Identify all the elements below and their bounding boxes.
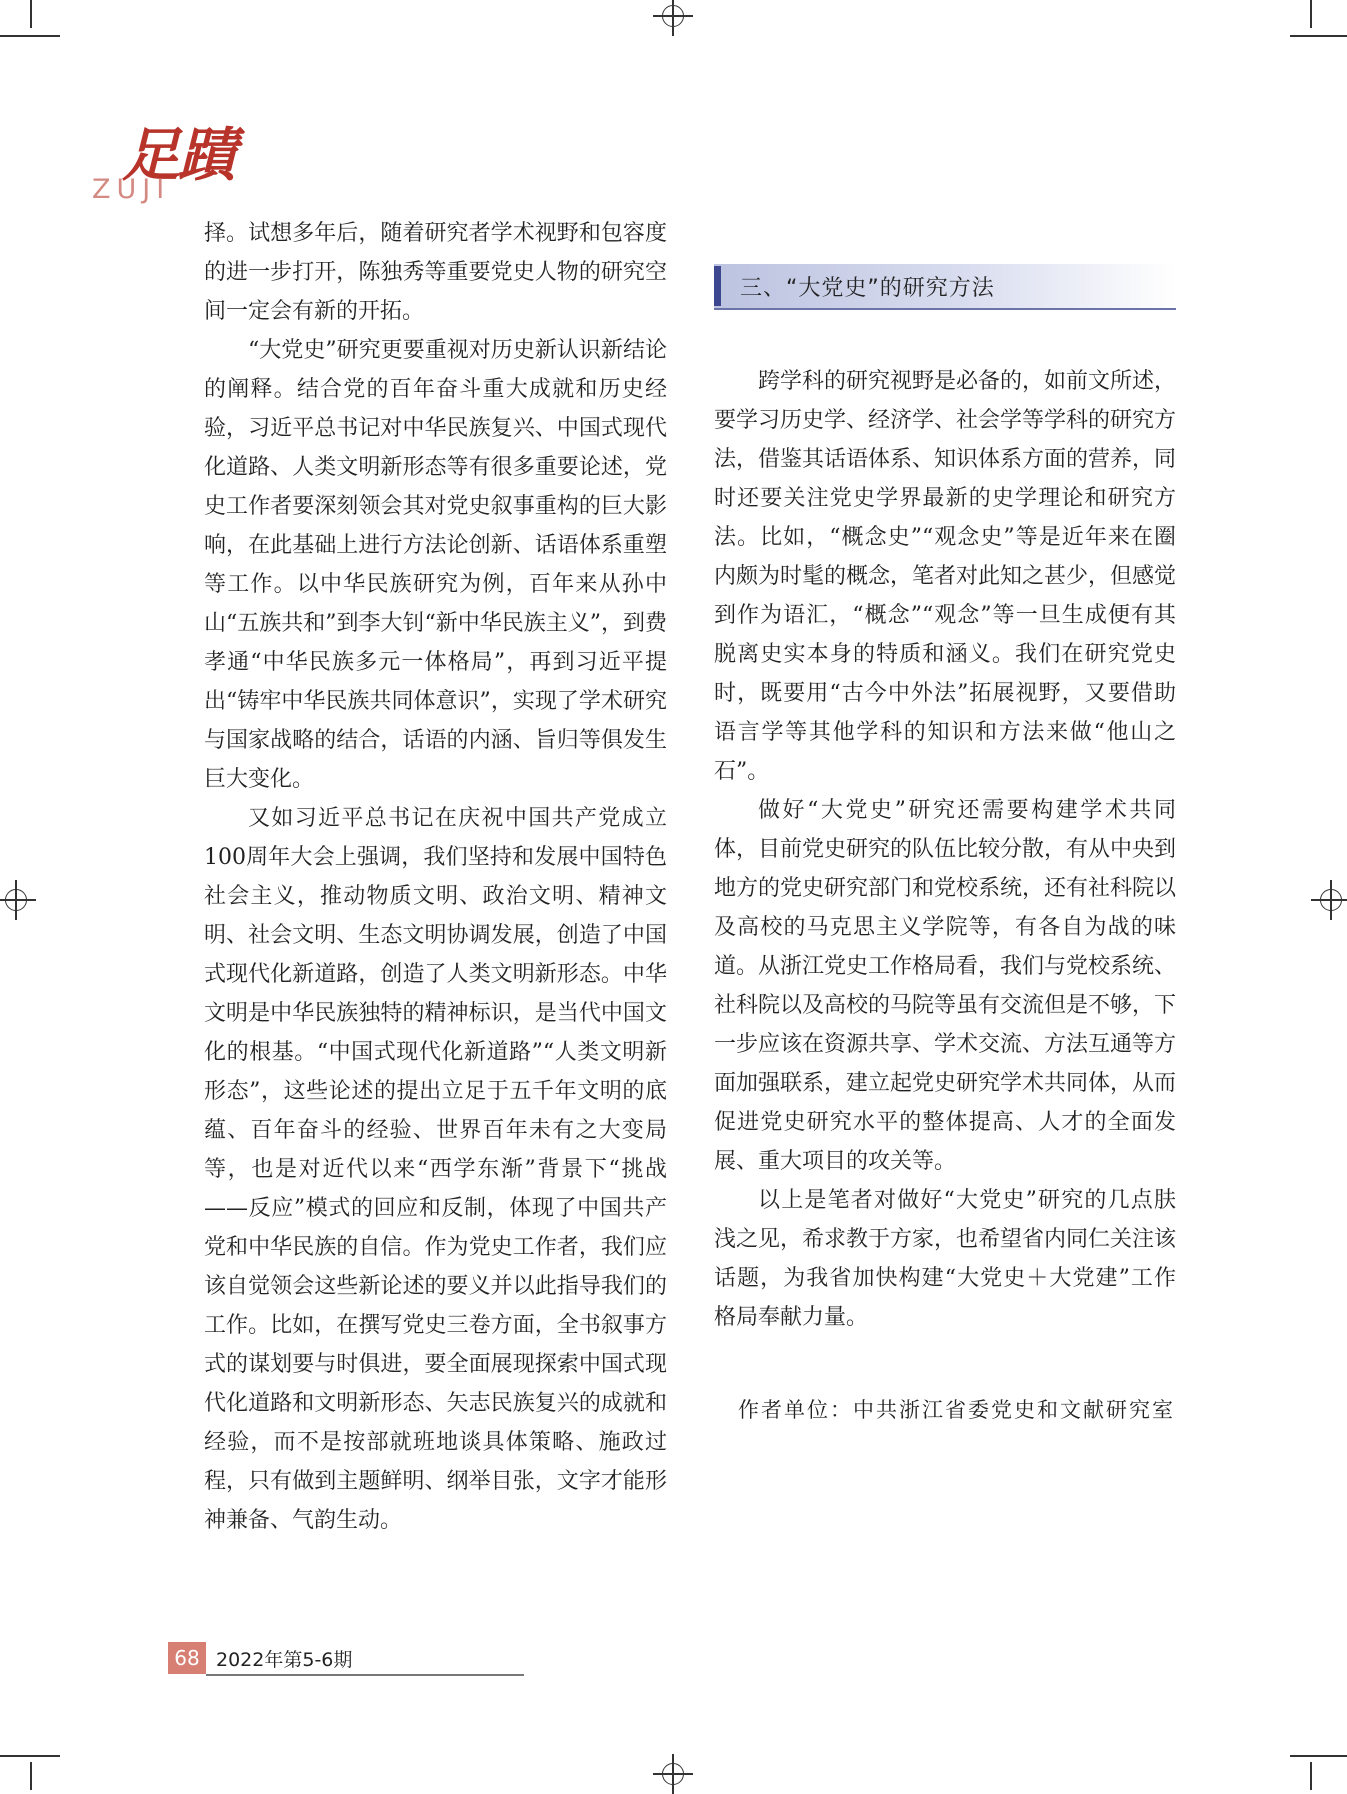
registration-mark-top [653,0,693,36]
crop-mark [0,1755,60,1757]
right-column [714,362,1176,1337]
heading-accent-bar [714,266,721,306]
section-heading-text: 三、“大党史”的研究方法 [740,276,995,301]
footer-rule [206,1674,524,1676]
logo-chinese: 足蹟 [122,121,235,189]
paragraph: “大党史”研究更要重视对历史新认识新结论的阐释。结合党的百年奋斗重大成就和历史经验，习近平总书记对中华民族复兴、中国式现代化道路、人类文明新形态等有很多重要论述，党史工作者要深刻领会其对党史叙事重构的巨大影响，在此基础上进行方法论创新、话语体系重塑等工作。以中华民族研究为例，百年来从孙中山“五族共和”到李大钊“新中华民族主义”，到费孝通“中华民族多元一体格局”，再到习近平提出“铸牢中华民族共同体意识”，实现了学术研究与国家战略的结合，话语的内涵、旨归等俱发生巨大变化。 [204,338,667,792]
crop-mark [1290,1755,1347,1757]
crop-mark [1310,0,1312,28]
paragraph: 跨学科的研究视野是必备的，如前文所述，要学习历史学、经济学、社会学等学科的研究方法，借鉴其话语体系、知识体系方面的营养，同时还要关注党史学界最新的史学理论和研究方法。比如，“概念史”“观念史”等是近年来在圈内颇为时髦的概念，笔者对此知之甚少，但感觉到作为语汇，“概念”“观念”等一旦生成便有其脱离史实本身的特质和涵义。我们在研究党史时，既要用“古今中外法”拓展视野，又要借助语言学等其他学科的知识和方法来做“他山之石”。 [714,369,1177,784]
paragraph: 做好“大党史”研究还需要构建学术共同体，目前党史研究的队伍比较分散，有从中央到地方的党史研究部门和党校系统，还有社科院以及高校的马克思主义学院等，有各自为战的味道。从浙江党史工作格局看，我们与党校系统、社科院以及高校的马院等虽有交流但是不够，下一步应该在资源共享、学术交流、方法互通等方面加强联系，建立起党史研究学术共同体，从而促进党史研究水平的整体提高、人才的全面发展、重大项目的攻关等。 [714,798,1177,1174]
section-heading [714,264,1176,310]
crop-mark [30,1762,32,1790]
crop-mark [1310,1762,1312,1790]
registration-mark-left [0,880,36,920]
page-footer [168,1642,358,1676]
crop-mark [30,0,32,28]
page-number: 68 [168,1642,206,1674]
issue-label: 2022年第5-6期 [216,1649,353,1671]
magazine-logo [92,108,242,203]
crop-mark [0,35,60,37]
logo-pinyin: ZUJI [92,174,171,205]
paragraph: 又如习近平总书记在庆祝中国共产党成立100周年大会上强调，我们坚持和发展中国特色社会主义，推动物质文明、政治文明、精神文明、社会文明、生态文明协调发展，创造了中国式现代化新道路，创造了人类文明新形态。中华文明是中华民族独特的精神标识，是当代中国文化的根基。“中国式现代化新道路”“人类文明新形态”，这些论述的提出立足于五千年文明的底蕴、百年奋斗的经验、世界百年未有之大变局等，也是对近代以来“西学东渐”背景下“挑战——反应”模式的回应和反制，体现了中国共产党和中华民族的自信。作为党史工作者，我们应该自觉领会这些新论述的要义并以此指导我们的工作。比如，在撰写党史三卷方面，全书叙事方式的谋划要与时俱进，要全面展现探索中国式现代化道路和文明新形态、矢志民族复兴的成就和经验，而不是按部就班地谈具体策略、施政过程，只有做到主题鲜明、纲举目张，文字才能形神兼备、气韵生动。 [204,806,667,1533]
left-column [204,214,667,1540]
paragraph: 择。试想多年后，随着研究者学术视野和包容度的进一步打开，陈独秀等重要党史人物的研究空间一定会有新的开拓。 [204,221,667,324]
registration-mark-right [1311,880,1347,920]
crop-mark [1290,35,1347,37]
author-affiliation: 作者单位：中共浙江省委党史和文献研究室 [738,1398,1175,1422]
paragraph: 以上是笔者对做好“大党史”研究的几点肤浅之见，希求教于方家，也希望省内同仁关注该话题，为我省加快构建“大党史＋大党建”工作格局奉献力量。 [714,1188,1177,1330]
registration-mark-bottom [653,1754,693,1794]
